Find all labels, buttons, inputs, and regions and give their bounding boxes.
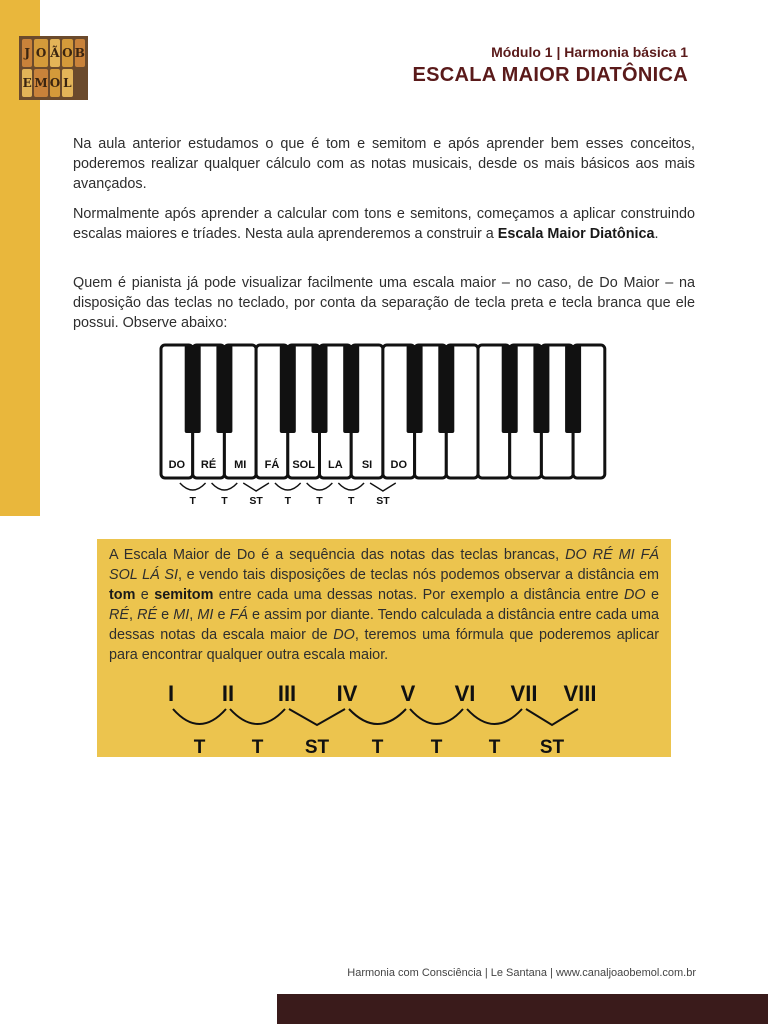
bold-term: semitom [154,587,214,603]
intro-paragraph-3 [73,273,695,333]
interval-arc [338,483,364,490]
footer-credit: Harmonia com Consciência | Le Santana | www.canaljoaobemol.com.br [347,967,696,979]
note-label: DO [390,459,407,471]
italic-note: MI [173,607,190,623]
interval-label: ST [376,495,390,507]
italic-note: DO [333,627,355,643]
logo-letter-tile: O [50,69,60,97]
formula-interval-arc [173,709,226,724]
note-label: SOL [292,459,315,471]
black-key [438,345,454,433]
interval-arc [307,483,333,490]
formula-interval-label: T [251,737,264,757]
formula-interval-arc [230,709,285,724]
note-label: LA [328,459,343,471]
text-span: . [654,226,659,242]
paragraph-text: Na aula anterior estudamos o que é tom e semitom e após aprender bem esses conceitos, poderemos realizar qualquer cálculo com as notas musicais, desde os mais básicos aos mais avançados. [73,136,695,192]
explanation-box [97,539,671,757]
scale-degree: III [277,681,297,706]
text-span: e [645,587,659,603]
interval-arc [243,483,269,491]
note-label: FÁ [264,459,280,471]
text-span: entre cada uma dessas notas. Por exemplo a distância entre [213,587,624,603]
formula-interval-label: T [430,737,443,757]
joao-bemol-logo [19,36,88,100]
scale-degree: II [221,681,235,706]
black-key [502,345,518,433]
scale-degree: IV [336,681,358,706]
note-label: MI [234,459,247,471]
formula-interval-arc [289,709,345,725]
italic-note: MI [197,607,214,623]
interval-arc [275,483,301,490]
note-label: SI [361,459,373,471]
formula-interval-label: ST [304,737,330,757]
page-title: ESCALA MAIOR DIATÔNICA [412,64,688,86]
formula-interval-arc [526,709,578,725]
formula-interval-arc [349,709,406,724]
interval-arc [212,483,238,490]
scale-degree: VII [510,681,538,706]
scale-formula-diagram [97,667,671,757]
formula-interval-label: ST [539,737,565,757]
black-key [280,345,296,433]
interval-label: T [284,495,292,507]
logo-letter-tile: Ã [50,39,60,67]
logo-letter-tile: E [22,69,32,97]
black-key [407,345,423,433]
formula-interval-arc [467,709,522,724]
black-key [533,345,549,433]
text-span: e assim por diante. Tendo calculada a distância entre cada uma dessas notas da escala maior de [109,607,660,643]
text-span: , [189,607,198,623]
intro-paragraph-2 [73,204,695,244]
note-label: RÉ [200,459,217,471]
black-key [565,345,581,433]
black-key [185,345,201,433]
intro-paragraph-1 [73,134,695,194]
text-span: Normalmente após aprender a calcular com tons e semitons, começamos a aplicar construindo escalas maiores e tríades. Nesta aula aprenderemos a construir a [73,206,695,242]
interval-label: T [347,495,355,507]
logo-letter-tile: O [34,39,47,67]
text-span: A Escala Maior de Do é a sequência das notas das teclas brancas, [109,547,566,563]
logo-letter-tile: O [62,39,72,67]
formula-interval-arc [410,709,463,724]
module-label: Módulo 1 | Harmonia básica 1 [491,44,688,60]
text-span: , teremos uma fórmula que poderemos aplicar para encontrar qualquer outra escala maior. [109,627,659,663]
black-key [312,345,328,433]
black-key [343,345,359,433]
bold-term: tom [109,587,136,603]
text-span: e [213,607,230,623]
text-span: , e vendo tais disposições de teclas nós podemos observar a distância em [177,567,660,583]
logo-letter-tile: M [34,69,47,97]
interval-arc [370,483,396,491]
italic-note: FÁ [229,607,248,623]
footer-bar [277,994,768,1024]
scale-degree: V [400,681,416,706]
italic-note: RÉ [137,607,158,623]
text-span: e [157,607,174,623]
paragraph-text [73,204,695,244]
scale-degree: VI [454,681,476,706]
interval-label: T [316,495,323,507]
logo-letter-tile: B [75,39,85,67]
explanation-text [109,545,659,665]
interval-label: ST [249,495,263,507]
formula-interval-label: T [371,737,384,757]
interval-arc [180,483,206,490]
black-key [216,345,232,433]
formula-interval-label: T [193,737,206,757]
italic-note: RÉ [109,607,129,623]
paragraph-text: Quem é pianista já pode visualizar facilmente uma escala maior – no caso, de Do Maior – na disposição das teclas no teclado, por conta da separação de tecla preta e tecla branca que ele possui. Observe abaixo: [73,275,695,331]
piano-keyboard [159,343,619,513]
bold-term: Escala Maior Diatônica [497,226,655,242]
logo-letter-tile: J [22,39,32,67]
logo-letter-tile: L [62,69,72,97]
italic-notes: DO RÉ MI FÁ SOL LÁ SI [109,547,659,583]
scale-degree: I [167,681,175,706]
text-span: , [129,607,138,623]
italic-note: DO [624,587,646,603]
interval-label: T [189,495,196,507]
formula-interval-label: T [488,737,501,757]
note-label: DO [168,459,186,471]
interval-label: T [221,495,228,507]
scale-degree: VIII [563,681,597,706]
text-span: e [135,587,155,603]
